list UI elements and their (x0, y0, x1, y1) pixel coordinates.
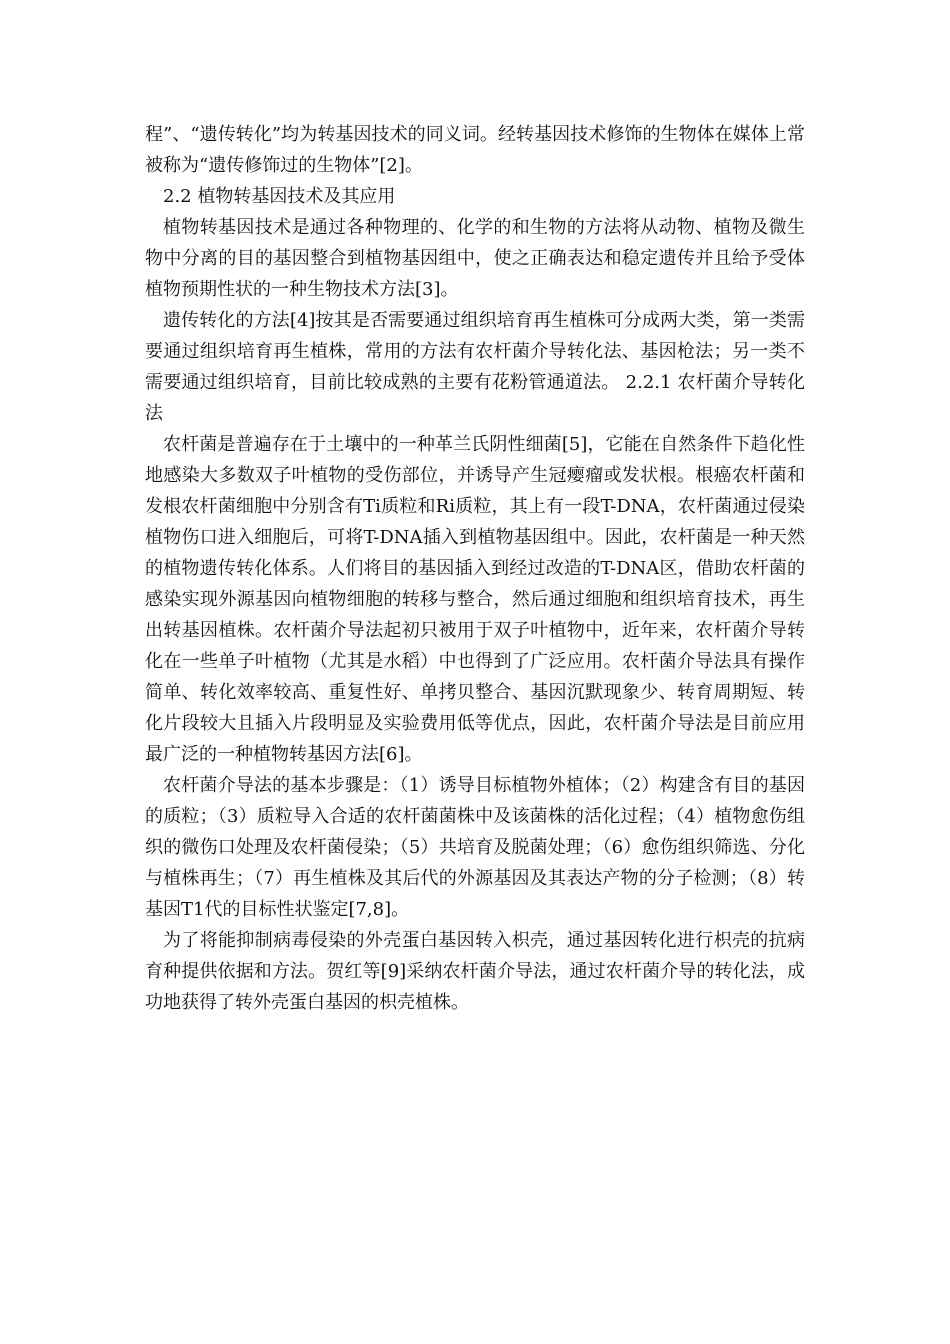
paragraph-definition: 植物转基因技术是通过各种物理的、化学的和生物的方法将从动物、植物及微生物中分离的目的基因整合到植物基因组中，使之正确表达和稳定遗传并且给予受体植物预期性状的一种生物技术方法[3]。 (145, 217, 805, 300)
paragraph-methods: 遗传转化的方法[4]按其是否需要通过组织培育再生植株可分成两大类，第一类需要通过组织培育再生植株，常用的方法有农杆菌介导转化法、基因枪法；另一类不需要通过组织培育，目前比较成熟的主要有花粉管通道法。 2.2.1 农杆菌介导转化法 (145, 310, 805, 424)
paragraph-agrobacterium: 农杆菌是普遍存在于土壤中的一种革兰氏阴性细菌[5]，它能在自然条件下趋化性地感染大多数双子叶植物的受伤部位，并诱导产生冠瘿瘤或发状根。根癌农杆菌和发根农杆菌细胞中分别含有Ti质粒和Ri质粒，其上有一段T-DNA，农杆菌通过侵染植物伤口进入细胞后，可将T-DNA插入到植物基因组中。因此，农杆菌是一种天然的植物遗传转化体系。人们将目的基因插入到经过改造的T-DNA区，借助农杆菌的感染实现外源基因向植物细胞的转移与整合，然后通过细胞和组织培育技术，再生出转基因植株。农杆菌介导法起初只被用于双子叶植物中，近年来，农杆菌介导转化在一些单子叶植物（尤其是水稻）中也得到了广泛应用。农杆菌介导法具有操作简单、转化效率较高、重复性好、单拷贝整合、基因沉默现象少、转育周期短、转化片段较大且插入片段明显及实验费用低等优点，因此，农杆菌介导法是目前应用最广泛的一种植物转基因方法[6]。 (145, 434, 805, 765)
section-heading-2-2: 2.2 植物转基因技术及其应用 (163, 186, 396, 207)
paragraph-steps: 农杆菌介导法的基本步骤是：（1）诱导目标植物外植体；（2）构建含有目的基因的质粒；（3）质粒导入合适的农杆菌菌株中及该菌株的活化过程；（4）植物愈伤组织的微伤口处理及农杆菌侵染；（5）共培育及脱菌处理；（6）愈伤组织筛选、分化与植株再生；（7）再生植株及其后代的外源基因及其表达产物的分子检测；（8）转基因T1代的目标性状鉴定[7,8]。 (145, 775, 805, 920)
paragraph-intro-continued: 程”、“遗传转化”均为转基因技术的同义词。经转基因技术修饰的生物体在媒体上常被称为“遗传修饰过的生物体”[2]。 (145, 124, 805, 176)
document-body (145, 119, 805, 1018)
paragraph-citrus: 为了将能抑制病毒侵染的外壳蛋白基因转入枳壳，通过基因转化进行枳壳的抗病育种提供依据和方法。贺红等[9]采纳农杆菌介导法，通过农杆菌介导的转化法，成功地获得了转外壳蛋白基因的枳壳植株。 (145, 930, 805, 1013)
